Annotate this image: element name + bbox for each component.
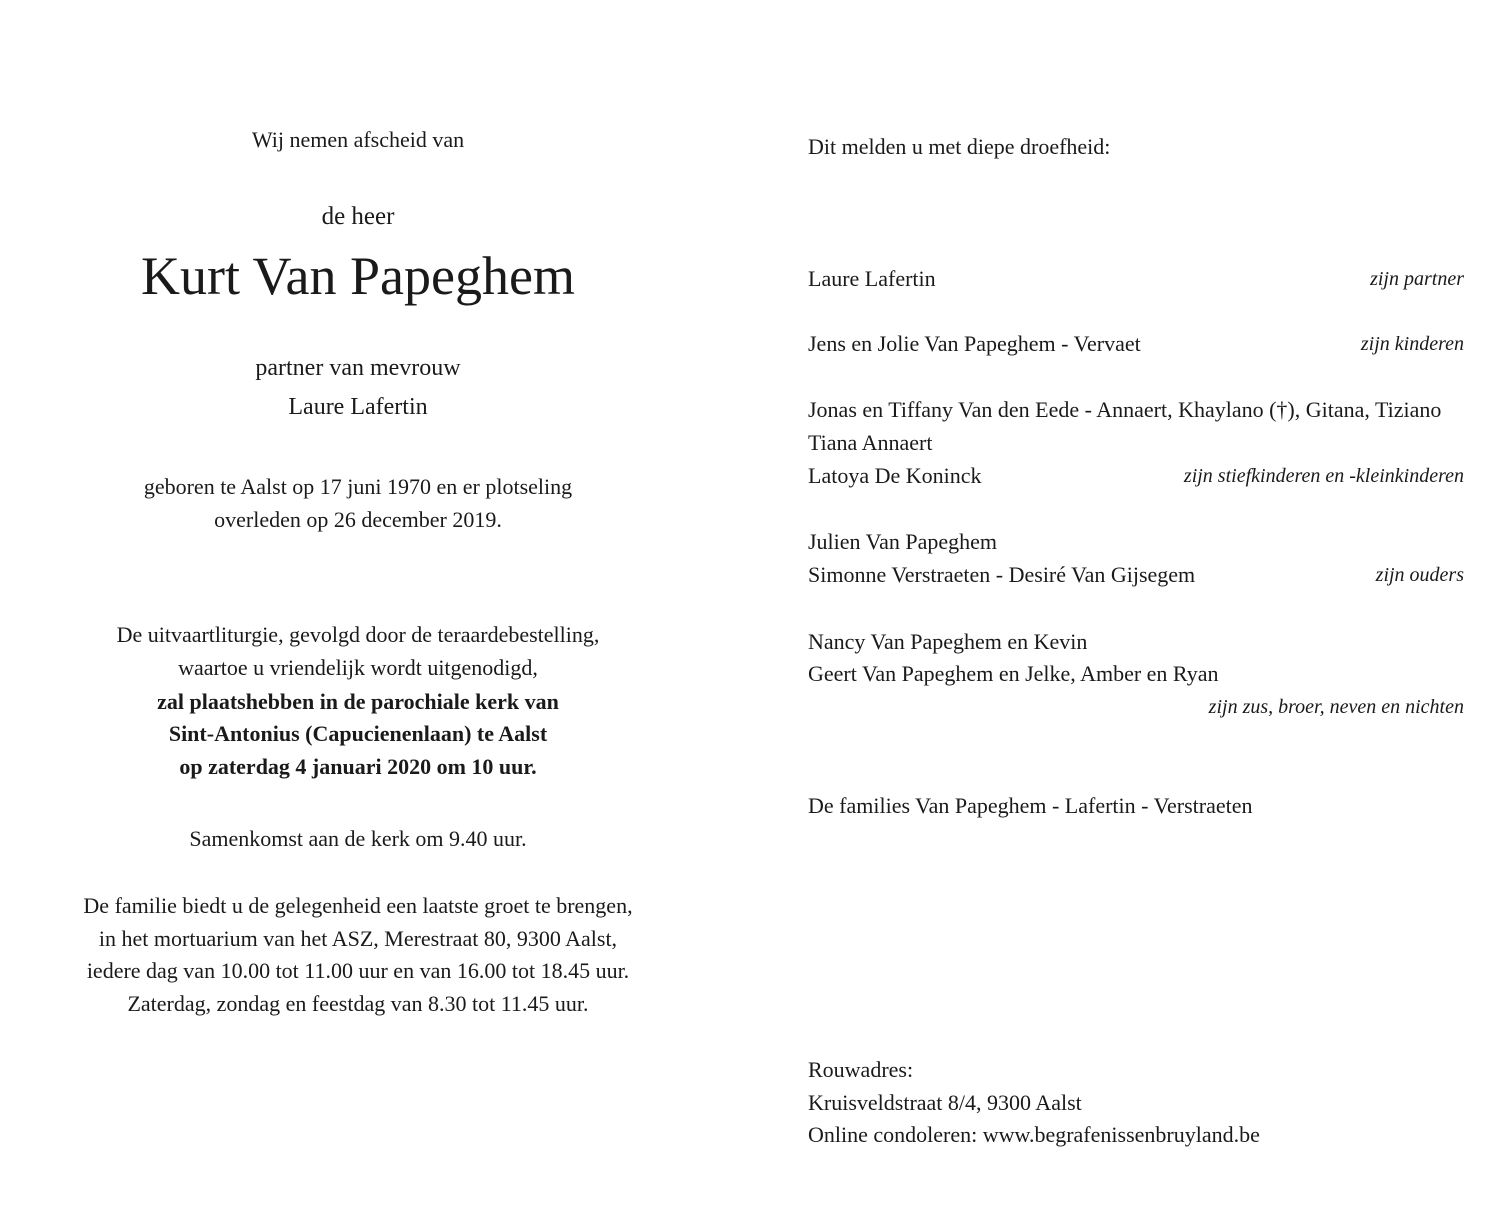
funeral-line: De uitvaartliturgie, gevolgd door de teraardebestelling, bbox=[116, 622, 600, 647]
condolence-row bbox=[808, 1119, 1464, 1151]
relation-label: zijn kinderen bbox=[1360, 333, 1464, 355]
visit-line: in het mortuarium van het ASZ, Merestraat 80, 9300 Aalst, bbox=[98, 926, 618, 951]
family-name: Geert Van Papeghem en Jelke, Amber en Ryan bbox=[808, 661, 1219, 686]
family-name: Nancy Van Papeghem en Kevin bbox=[808, 629, 1088, 654]
family-row-siblings-2 bbox=[808, 658, 1464, 690]
birth-death-line-1: geboren te Aalst op 17 juni 1970 en er plotseling bbox=[143, 474, 573, 499]
family-row-step-3 bbox=[808, 460, 1464, 492]
family-row-step-2 bbox=[808, 427, 1464, 459]
family-row-parents-2 bbox=[808, 559, 1464, 591]
announce-row bbox=[808, 131, 1464, 163]
address-text: Kruisveldstraat 8/4, 9300 Aalst bbox=[808, 1090, 1082, 1115]
families-row bbox=[808, 790, 1464, 822]
families-text: De families Van Papeghem - Lafertin - Verstraeten bbox=[808, 793, 1253, 818]
relation-label: zijn partner bbox=[1370, 268, 1464, 290]
visit-line: De familie biedt u de gelegenheid een laatste groet te brengen, bbox=[83, 893, 633, 918]
condolence-link[interactable]: Online condoleren: www.begrafenissenbruyland.be bbox=[808, 1122, 1260, 1147]
family-row-parents-1 bbox=[808, 526, 1464, 558]
address-label: Rouwadres: bbox=[808, 1057, 914, 1082]
family-name: Simonne Verstraeten - Desiré Van Gijsegem bbox=[808, 562, 1196, 587]
deceased-name: Kurt Van Papeghem bbox=[141, 246, 575, 306]
family-name: Julien Van Papeghem bbox=[808, 529, 998, 554]
birth-death-line-2: overleden op 26 december 2019. bbox=[214, 507, 502, 532]
address-row bbox=[808, 1087, 1464, 1119]
relation-label: zijn stiefkinderen en -kleinkinderen bbox=[1183, 465, 1464, 487]
family-name: Latoya De Koninck bbox=[808, 463, 982, 488]
partner-intro: partner van mevrouw bbox=[255, 355, 461, 381]
visit-line: iedere dag van 10.00 tot 11.00 uur en van 16.00 tot 18.45 uur. bbox=[86, 958, 630, 983]
address-label-row bbox=[808, 1054, 1464, 1086]
funeral-line-bold: op zaterdag 4 januari 2020 om 10 uur. bbox=[179, 754, 537, 779]
family-row-children bbox=[808, 328, 1464, 360]
family-name: Tiana Annaert bbox=[808, 430, 933, 455]
family-name: Jonas en Tiffany Van den Eede - Annaert, Khaylano (†), Gitana, Tiziano bbox=[808, 397, 1442, 422]
family-row-partner bbox=[808, 263, 1464, 295]
family-row-siblings-relation bbox=[808, 691, 1464, 723]
announce-text: Dit melden u met diepe droefheid: bbox=[808, 134, 1111, 159]
visit-line: Zaterdag, zondag en feestdag van 8.30 tot 11.45 uur. bbox=[127, 991, 589, 1016]
family-row-step-1 bbox=[808, 394, 1464, 426]
partner-name: Laure Lafertin bbox=[288, 394, 428, 420]
intro-text: Wij nemen afscheid van bbox=[251, 127, 465, 152]
funeral-line-bold: Sint-Antonius (Capucienenlaan) te Aalst bbox=[168, 721, 548, 746]
gathering-text: Samenkomst aan de kerk om 9.40 uur. bbox=[189, 826, 527, 851]
funeral-line-bold: zal plaatshebben in de parochiale kerk van bbox=[157, 689, 559, 714]
family-name: Jens en Jolie Van Papeghem - Vervaet bbox=[808, 331, 1141, 356]
relation-label: zijn zus, broer, neven en nichten bbox=[1208, 696, 1464, 718]
relation-label: zijn ouders bbox=[1375, 564, 1464, 586]
family-name: Laure Lafertin bbox=[808, 266, 936, 291]
funeral-line: waartoe u vriendelijk wordt uitgenodigd, bbox=[178, 655, 538, 680]
family-row-siblings-1 bbox=[808, 626, 1464, 658]
honorific: de heer bbox=[321, 203, 395, 230]
